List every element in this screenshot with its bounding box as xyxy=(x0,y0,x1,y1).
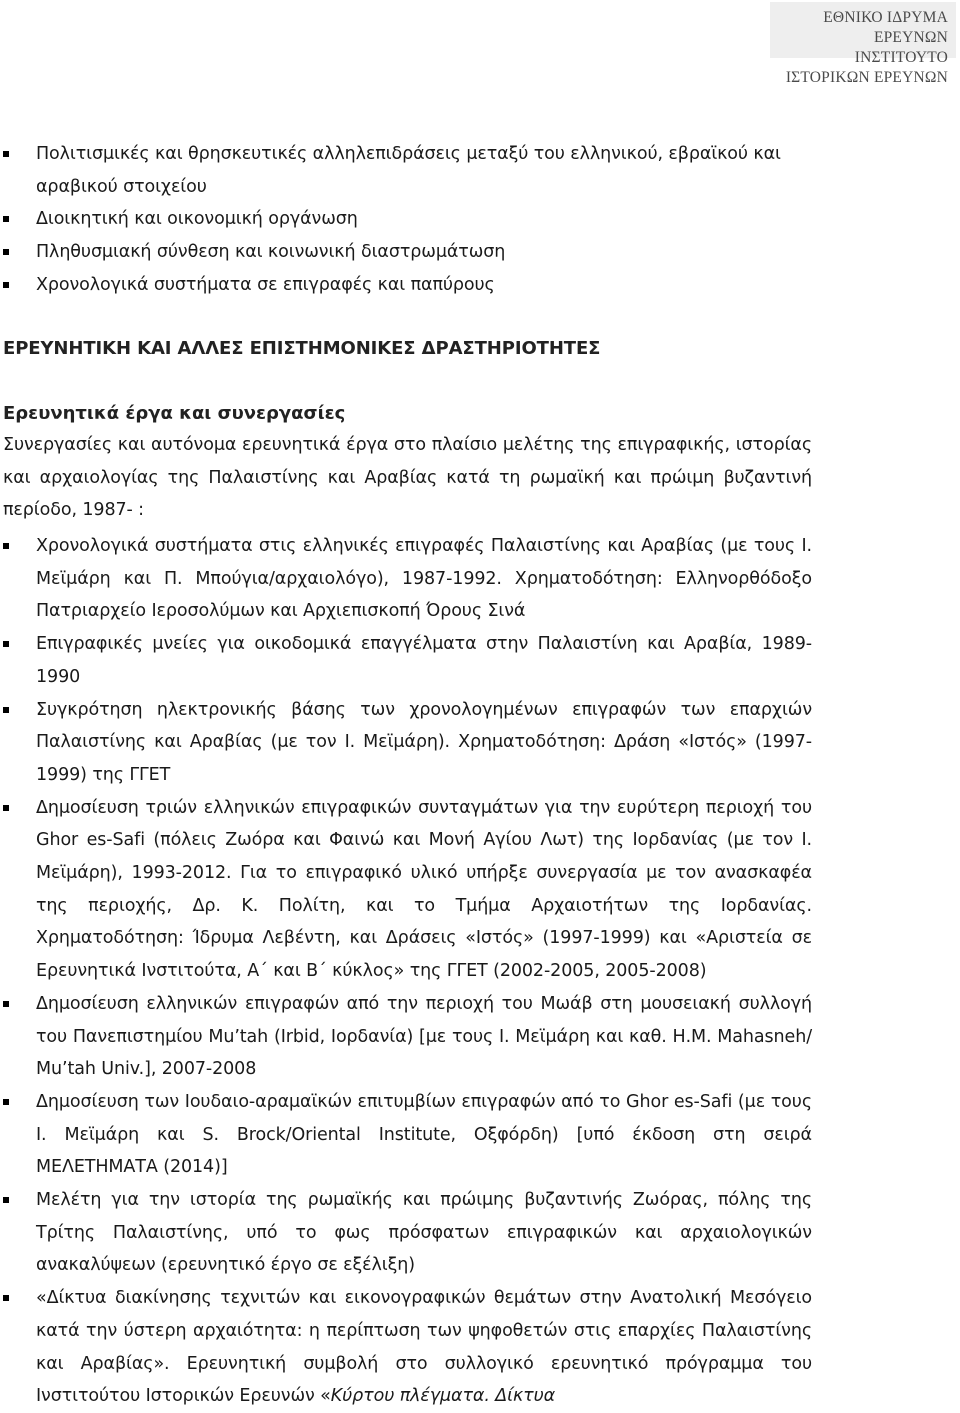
italic-title: Κύρτου πλέγματα. Δίκτυα xyxy=(330,1386,556,1407)
research-topics-list xyxy=(0,138,960,302)
bullet-icon xyxy=(3,1197,9,1203)
institution-name: ΕΘΝΙΚΟ ΙΔΡΥΜΑ ΕΡΕΥΝΩΝ xyxy=(823,9,948,46)
bullet-icon xyxy=(3,216,9,222)
projects-list xyxy=(0,530,812,1413)
list-item: Πολιτισμικές και θρησκευτικές αλληλεπιδράσεις μεταξύ του ελληνικού, εβραϊκού και αραβικού στοιχείου xyxy=(0,138,812,203)
bullet-icon xyxy=(3,543,9,549)
institute-name: ΙΝΣΤΙΤΟΥΤΟ ΙΣΤΟΡΙΚΩΝ ΕΡΕΥΝΩΝ xyxy=(785,49,948,86)
list-item: Πληθυσμιακή σύνθεση και κοινωνική διαστρωμάτωση xyxy=(0,236,812,269)
list-item: Χρονολογικά συστήματα σε επιγραφές και παπύρους xyxy=(0,269,812,302)
list-item: Συγκρότηση ηλεκτρονικής βάσης των χρονολογημένων επιγραφών των επαρχιών Παλαιστίνης και Αραβίας (με τον Ι. Μεϊμάρη). Χρηματοδότηση: Δράση «Ιστός» (1997-1999) της ΓΓΕΤ xyxy=(0,694,812,792)
section-heading: ΕΡΕΥΝΗΤΙΚΗ ΚΑΙ ΑΛΛΕΣ ΕΠΙΣΤΗΜΟΝΙΚΕΣ ΔΡΑΣΤΗΡΙΟΤΗΤΕΣ xyxy=(3,338,601,359)
list-item: Επιγραφικές μνείες για οικοδομικά επαγγέλματα στην Παλαιστίνη και Αραβία, 1989-1990 xyxy=(0,628,812,693)
bullet-icon xyxy=(3,1001,9,1007)
bullet-icon xyxy=(3,1295,9,1301)
bullet-icon xyxy=(3,282,9,288)
list-item: «Δίκτυα διακίνησης τεχνιτών και εικονογραφικών θεμάτων στην Ανατολική Μεσόγειο κατά την ύστερη αρχαιότητα: η περίπτωση των ψηφοθετών στις επαρχίες Παλαιστίνης και Αραβίας». Ερευνητική συμβολή στο συλλογικό ερευνητικό πρόγραμμα του Ινστιτούτου Ιστορικών Ερευνών «Κύρτου πλέγματα. Δίκτυα xyxy=(0,1282,812,1413)
list-item: Διοικητική και οικονομική οργάνωση xyxy=(0,203,812,236)
bullet-icon xyxy=(3,805,9,811)
institution-header xyxy=(770,2,956,86)
list-item: Χρονολογικά συστήματα στις ελληνικές επιγραφές Παλαιστίνης και Αραβίας (με τους Ι. Μεϊμάρη και Π. Μπούγια/αρχαιολόγο), 1987-1992. Χρηματοδότηση: Ελληνορθόδοξο Πατριαρχείο Ιεροσολύμων και Αρχιεπισκοπή Όρους Σινά xyxy=(0,530,812,628)
list-item: Δημοσίευση των Ιουδαιο-αραμαϊκών επιτυμβίων επιγραφών από το Ghor es-Safi (με τους Ι. Μεϊμάρη και S. Brock/Oriental Institute, Οξφόρδη) [υπό έκδοση στη σειρά ΜΕΛΕΤΗΜΑΤΑ (2014)] xyxy=(0,1086,812,1184)
bullet-icon xyxy=(3,707,9,713)
list-item: Μελέτη για την ιστορία της ρωμαϊκής και πρώιμης βυζαντινής Ζωόρας, πόλης της Τρίτης Παλαιστίνης, υπό το φως πρόσφατων επιγραφικών και αρχαιολογικών ανακαλύψεων (ερευνητικό έργο σε εξέλιξη) xyxy=(0,1184,812,1282)
bullet-icon xyxy=(3,1099,9,1105)
sub-heading: Ερευνητικά έργα και συνεργασίες xyxy=(3,403,346,424)
bullet-icon xyxy=(3,249,9,255)
list-item: Δημοσίευση τριών ελληνικών επιγραφικών συνταγμάτων για την ευρύτερη περιοχή του Ghor es-Safi (πόλεις Ζωόρα και Φαινώ και Μονή Αγίου Λωτ) της Ιορδανίας (με τον Ι. Μεϊμάρη), 1993-2012. Για το επιγραφικό υλικό υπήρξε συνεργασία με τον ανασκαφέα της περιοχής, Δρ. Κ. Πολίτη, και το Τμήμα Αρχαιοτήτων της Ιορδανίας. Χρηματοδότηση: Ίδρυμα Λεβέντη, και Δράσεις «Ιστός» (1997-1999) και «Αριστεία σε Ερευνητικά Ινστιτούτα, Α΄ και Β΄ κύκλος» της ΓΓΕΤ (2002-2005, 2005-2008) xyxy=(0,792,812,988)
bullet-icon xyxy=(3,151,9,157)
bullet-icon xyxy=(3,641,9,647)
intro-paragraph: Συνεργασίες και αυτόνομα ερευνητικά έργα στο πλαίσιο μελέτης της επιγραφικής, ιστορίας και αρχαιολογίας της Παλαιστίνης και Αραβίας κατά τη ρωμαϊκή και πρώιμη βυζαντινή περίοδο, 1987- : xyxy=(3,435,812,521)
list-item: Δημοσίευση ελληνικών επιγραφών από την περιοχή του Μωάβ στη μουσειακή συλλογή του Πανεπιστημίου Mu’tah (Irbid, Ιορδανία) [με τους Ι. Μεϊμάρη και καθ. Η.Μ. Mahasneh/ Mu’tah Univ.], 2007-2008 xyxy=(0,988,812,1086)
